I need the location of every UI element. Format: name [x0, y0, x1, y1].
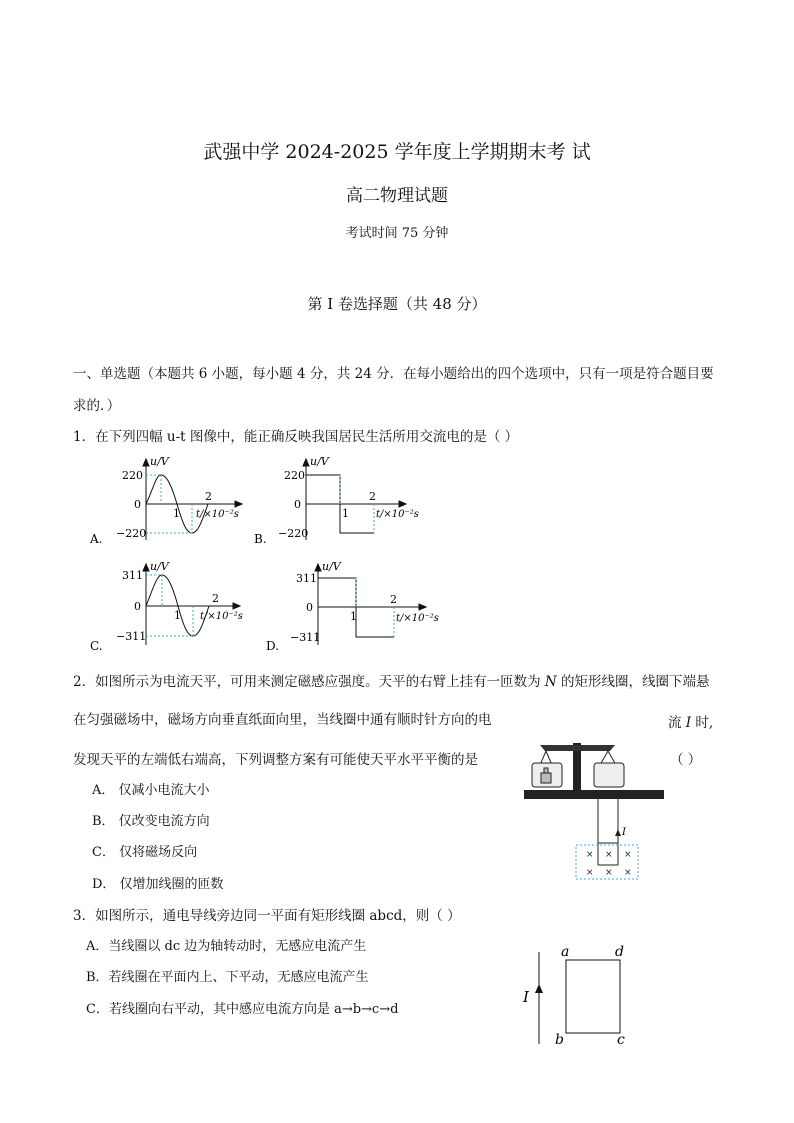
q2-option-c: C． 仅将磁场反向 [92, 845, 198, 860]
q1b-ylabel: u/V [310, 455, 329, 468]
q1b-t1: 1 [342, 507, 349, 520]
q3-vertex-d: d [615, 944, 624, 960]
q3-vertex-b: b [555, 1032, 564, 1048]
exam-subject: 高二物理试题 [346, 186, 448, 206]
q3-option-c: C．若线圈向右平动，其中感应电流方向是 a→b→c→d [86, 1002, 399, 1017]
q2-line2-right-pre: 流 [668, 715, 686, 731]
section-title: 第 I 卷选择题（共 48 分） [307, 295, 487, 313]
q1-graph-d [262, 560, 442, 655]
q1b-zero: 0 [294, 498, 301, 511]
q1d-zero: 0 [306, 601, 313, 614]
exam-duration: 考试时间 75 分钟 [345, 226, 449, 241]
q1c-option-label: C. [90, 639, 103, 653]
q1c-t2: 2 [212, 592, 219, 605]
q1a-t2: 2 [205, 490, 212, 503]
q3-option-b: B．若线圈在平面内上、下平动，无感应电流产生 [86, 970, 369, 985]
q1a-ylabel: u/V [150, 455, 169, 468]
q2-line3: 发现天平的左端低右端高，下列调整方案有可能使天平水平平衡的是 [73, 752, 478, 768]
svg-text:×: × [586, 868, 594, 878]
q1b-bottom: −220 [278, 527, 309, 540]
q2-figure-current-label: I [622, 827, 626, 838]
q3-vertex-c: c [617, 1032, 625, 1048]
q1c-ylabel: u/V [150, 560, 169, 573]
q1-graph-c [88, 560, 258, 655]
q2-line2-left: 在匀强磁场中，磁场方向垂直纸面向里，当线圈中通有顺时针方向的电 [73, 712, 492, 728]
q1d-ylabel: u/V [322, 560, 341, 573]
q2-line1-post: 的矩形线圈，线圈下端悬 [556, 674, 710, 690]
q1a-bottom: −220 [116, 527, 147, 540]
q1d-option-label: D. [266, 639, 280, 653]
q2-option-a: A． 仅减小电流大小 [92, 783, 210, 798]
q1c-bottom: −311 [116, 630, 147, 643]
exam-title: 武强中学 2024-2025 学年度上学期期末考 试 [203, 141, 591, 163]
q1a-xlabel: t/×10⁻²s [196, 509, 239, 520]
q3-option-a: A．当线圈以 dc 边为轴转动时，无感应电流产生 [86, 939, 367, 954]
q2-var-n: N [544, 674, 557, 690]
q3-stem: 3．如图所示，通电导线旁边同一平面有矩形线圈 abcd，则（ ） [73, 908, 461, 924]
q1c-zero: 0 [134, 600, 141, 613]
q2-option-b: B． 仅改变电流方向 [92, 814, 210, 829]
svg-text:×: × [624, 868, 632, 878]
q2-line2-right [668, 711, 713, 731]
q1a-option-label: A. [90, 532, 103, 546]
q1-graph-a [88, 455, 248, 550]
q1b-option-label: B. [254, 532, 267, 546]
q1c-t1: 1 [174, 609, 181, 622]
svg-text:×: × [586, 850, 594, 860]
q1-stem: 1．在下列四幅 u-t 图像中，能正确反映我国居民生活所用交流电的是（ ） [73, 429, 519, 445]
q1a-top: 220 [122, 469, 143, 482]
q3-vertex-a: a [561, 944, 570, 960]
q2-line1 [73, 670, 710, 690]
q1c-xlabel: t/×10⁻²s [200, 611, 243, 622]
q1d-t1: 1 [350, 610, 357, 623]
q1c-top: 311 [122, 569, 143, 582]
svg-text:×: × [605, 850, 613, 860]
q3-current-label: I [523, 988, 529, 1006]
q3-coil-figure [515, 940, 645, 1050]
q1d-t2: 2 [390, 593, 397, 606]
q2-answer-paren: （ ） [670, 752, 702, 768]
q1-graph-b [252, 455, 422, 550]
q2-var-i: I [685, 715, 692, 731]
q2-option-d: D． 仅增加线圈的匝数 [92, 877, 224, 892]
section-instructions-line1: 一、单选题（本题共 6 小题，每小题 4 分，共 24 分．在每小题给出的四个选项中，只有一项是符合题目要 [73, 366, 714, 382]
q2-balance-figure [520, 735, 670, 885]
svg-text:×: × [624, 850, 632, 860]
svg-text:×: × [605, 868, 613, 878]
q2-line1-pre: 2．如图所示为电流天平，可用来测定磁感应强度。天平的右臂上挂有一匝数为 [73, 674, 545, 690]
q1a-t1: 1 [173, 507, 180, 520]
q1b-top: 220 [284, 469, 305, 482]
q1a-zero: 0 [134, 498, 141, 511]
q1d-xlabel: t/×10⁻²s [396, 613, 439, 624]
q1b-xlabel: t/×10⁻²s [376, 509, 419, 520]
q1d-top: 311 [296, 572, 317, 585]
q2-line2-right-post: 时, [691, 715, 714, 731]
q1d-bottom: −311 [290, 631, 321, 644]
q1b-t2: 2 [369, 490, 376, 503]
section-instructions-line2: 求的．） [73, 398, 121, 414]
